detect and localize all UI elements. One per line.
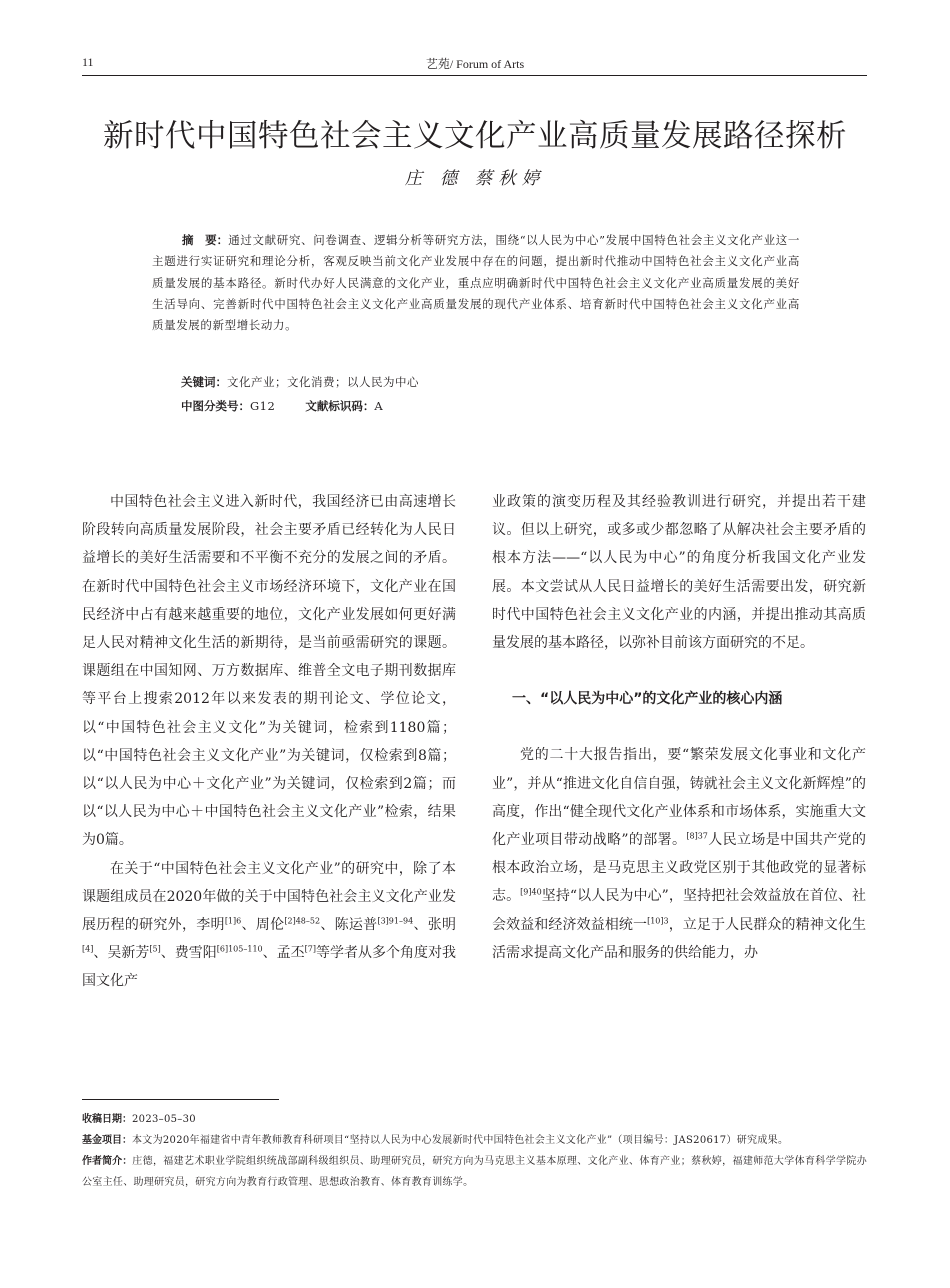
- citation: [3]91–94: [377, 916, 414, 926]
- citation: [4]: [82, 944, 94, 954]
- citation: [1]6: [224, 916, 242, 926]
- page-number: 11: [82, 55, 94, 69]
- doc-code-value: A: [374, 399, 384, 413]
- keywords-label: 关键词：: [181, 375, 227, 389]
- citation: [8]37: [686, 831, 708, 841]
- section-heading: 一、“以人民为中心”的文化产业的核心内涵: [512, 691, 783, 708]
- body-paragraph: 党的二十大报告指出，要“繁荣发展文化事业和文化产业”，并从“推进文化自信自强，铸就社会主义文化新辉煌”的高度，作出“健全现代文化产业体系和市场体系，实施重大文化产业项目带动战略”的部署。$^{[8]37}$人民立场是中国共产党的根本政治立场，是马克思主义政党区别于其他政党的显著标志。$^{[9]40}$坚持“以人民为中心”，坚持把社会效益放在首位、社会效益和经济效益相统一$^{[10]3}$，立足于人民群众的精神文化生活需求提高文化产品和服务的供给能力，办: [492, 747, 866, 961]
- keywords-text: 文化产业；文化消费；以人民为中心: [227, 375, 419, 389]
- abstract: [152, 230, 800, 336]
- body-paragraph: 业政策的演变历程及其经验教训进行研究，并提出若干建议。但以上研究，或多或少都忽略了从解决社会主要矛盾的根本方法——“以人民为中心”的角度分析我国文化产业发展。本文尝试从人民日益增长的美好生活需要出发，研究新时代中国特色社会主义文化产业的内涵，并提出推动其高质量发展的基本路径，以弥补目前该方面研究的不足。: [492, 494, 866, 652]
- keywords: [181, 374, 419, 390]
- abstract-text: 通过文献研究、问卷调查、逻辑分析等研究方法，围绕“以人民为中心”发展中国特色社会主义文化产业这一主题进行实证研究和理论分析，客观反映当前文化产业发展中存在的问题，提出新时代推动中国特色社会主义文化产业高质量发展的基本路径。新时代办好人民满意的文化产业，重点应明确新时代中国特色社会主义文化产业高质量发展的美好生活导向、完善新时代中国特色社会主义文化产业高质量发展的现代产业体系、培育新时代中国特色社会主义文化产业高质量发展的新型增长动力。: [152, 233, 801, 333]
- citation: [9]40: [520, 887, 542, 897]
- body-paragraph: 在关于“中国特色社会主义文化产业”的研究中，除了本课题组成员在2020年做的关于中国特色社会主义文化产业发展历程的研究外，李明$^{[1]6}$、周伦$^{[2]48-52}$、陈运普$^{[3]91-94}$、张明[4]、吴新芳[5]、费雪阳$^{[6]105-110}$、孟丕[7]等学者从多个角度对我国文化产: [82, 860, 457, 990]
- citation: [10]3: [647, 915, 669, 925]
- fund-note: 基金项目：本文为2020年福建省中青年教师教育科研项目“坚持以人民为中心发展新时代中国特色社会主义文化产业”（项目编号：JAS20617）研究成果。: [82, 1135, 789, 1146]
- citation: [7]: [304, 944, 316, 954]
- citation: [5]: [149, 944, 161, 954]
- footnotes: [82, 1109, 867, 1193]
- body-right-column: [492, 488, 866, 967]
- doc-code-label: 文献标识码：: [305, 399, 375, 413]
- body-left-column: [82, 488, 456, 996]
- citation: [2]48–52: [284, 916, 321, 926]
- classification: [181, 398, 383, 414]
- article-authors: 庄 德 蔡秋婷: [404, 169, 546, 189]
- body-paragraph: 中国特色社会主义进入新时代，我国经济已由高速增长阶段转向高质量发展阶段，社会主要矛盾已经转化为人民日益增长的美好生活需要和不平衡不充分的发展之间的矛盾。在新时代中国特色社会主义市场经济环境下，文化产业在国民经济中占有越来越重要的地位，文化产业发展如何更好满足人民对精神文化生活的新期待，是当前亟需研究的课题。课题组在中国知网、万方数据库、维普全文电子期刊数据库等平台上搜索2012年以来发表的期刊论文、学位论文，以“中国特色社会主义文化”为关键词，检索到1180篇；以“中国特色社会主义文化产业”为关键词，仅检索到8篇；以“以人民为中心＋文化产业”为关键词，仅检索到2篇；而以“以人民为中心＋中国特色社会主义文化产业”检索，结果为0篇。: [82, 494, 456, 849]
- clc-label: 中图分类号：: [181, 399, 250, 413]
- footnote-divider: [82, 1099, 279, 1100]
- abstract-label: 摘 要：: [182, 233, 229, 247]
- citation: [6]105–110: [216, 944, 263, 954]
- clc-value: G12: [250, 399, 276, 413]
- received-date: 收稿日期：2023–05–30: [82, 1114, 196, 1125]
- header-divider: [82, 75, 867, 76]
- journal-name: 艺苑/ Forum of Arts: [425, 57, 525, 71]
- author-note: 作者简介：庄德，福建艺术职业学院组织统战部副科级组织员、助理研究员，研究方向为马克思主义基本原理、文化产业、体育产业；蔡秋婷，福建师范大学体育科学学院办公室主任、助理研究员，研究方向为教育行政管理、思想政治教育、体育教育训练学。: [82, 1156, 867, 1188]
- article-title: 新时代中国特色社会主义文化产业高质量发展路径探析: [103, 119, 847, 154]
